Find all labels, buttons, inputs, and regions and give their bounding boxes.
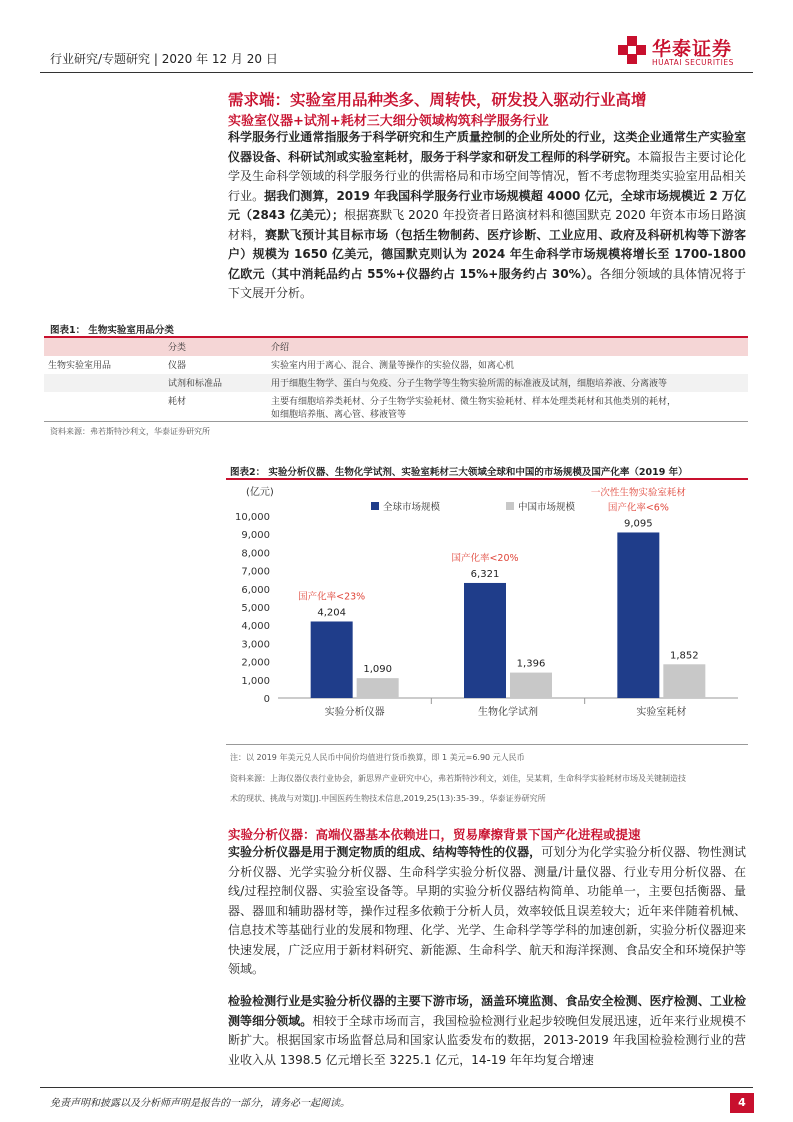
instruments-body: 可划分为化学实验分析仪器、物性测试分析仪器、光学实验分析仪器、生命科学实验分析仪器、测量/计量仪器、行业专用分析仪器、在线/过程控制仪器、实验室设备等。早期的实验分析仪器结构简单、功能单一，主要包括衡器、量器、器皿和辅助器材等，操作过程多依赖于分析人员，效率较低且误差较大；近年来伴随着机械、信息技术等基础行业的发展和物理、化学、光学、生命科学等学科的加速创新，实验分析仪器迎来快速发展，广泛应用于新材料研究、新能源、生命科学、航天和海洋探测、食品安全和环境保护等领域。 <box>228 845 746 976</box>
bar-china <box>510 673 552 698</box>
figure2-source-line1: 资料来源：上海仪器仪表行业协会，新思界产业研究中心，弗若斯特沙利文，刘佳，吴某莉，生命科学实验耗材市场及关键制造技 <box>230 774 686 783</box>
table-row <box>44 374 748 392</box>
legend-swatch <box>371 502 379 510</box>
footer-disclaimer: 免责声明和披露以及分析师声明是报告的一部分，请务必一起阅读。 <box>50 1098 350 1109</box>
table-desc-cell: 实验室内用于离心、混合、测量等操作的实验仪器，如离心机 <box>271 361 515 371</box>
figure2-bottom-rule <box>226 744 748 745</box>
footer-divider <box>40 1087 753 1088</box>
intro-sentence-2: 本篇报告主要讨论化学及生命科学领域的科学服务行业的供需格局和市场空间等情况，暂不考虑物理类实验室用品相关行业。 <box>228 149 746 203</box>
section2-title: 实验分析仪器：高端仪器基本依赖进口，贸易摩擦背景下国产化进程或提速 <box>228 827 641 842</box>
logo-english-name: HUATAI SECURITIES <box>652 58 734 67</box>
x-category-label: 实验分析仪器 <box>324 707 385 718</box>
bar-china <box>663 664 705 698</box>
y-tick-label: 0 <box>263 694 270 705</box>
figure1-source: 资料来源：弗若斯特沙利文，华泰证券研究所 <box>50 427 210 436</box>
figure2-source-line2: 术的现状、挑战与对策[J].中国医药生物技术信息,2019,25(13):35-39.，华泰证券研究所 <box>230 794 546 803</box>
bar-global <box>311 621 353 698</box>
market-size-chart <box>226 480 748 742</box>
table-desc-cell: 用于细胞生物学、蛋白与免疫、分子生物学等生物实验所需的标准液及试剂，细胞培养液、分离液等 <box>271 379 668 389</box>
x-category-label: 生物化学试剂 <box>478 707 538 718</box>
figure1-title: 图表1： 生物实验室用品分类 <box>50 325 174 336</box>
y-tick-label: 8,000 <box>241 548 270 560</box>
testing-lead: 检验检测行业是实验分析仪器的主要下游市场，涵盖环境监测、食品安全检测、医疗检测、工业检测等细分领域。 <box>228 994 746 1028</box>
y-tick-label: 2,000 <box>241 657 270 669</box>
huatai-logo <box>618 34 752 72</box>
y-axis-unit: (亿元) <box>246 487 274 498</box>
report-breadcrumb: 行业研究/专题研究 | 2020 年 12 月 20 日 <box>50 52 278 66</box>
figure1-bottom-rule <box>44 421 748 422</box>
instruments-lead: 实验分析仪器是用于测定物质的组成、结构等特性的仪器， <box>228 845 542 859</box>
y-tick-label: 1,000 <box>241 675 270 687</box>
table-type-cell: 耗材 <box>168 397 187 407</box>
table-desc-line: 主要有细胞培养类耗材、分子生物学实验耗材、微生物实验耗材、样本处理类耗材和其他类别的耗材， <box>271 397 677 407</box>
table-desc-line: 如细胞培养瓶、离心管、移液管等 <box>271 410 407 420</box>
header-divider <box>40 72 753 73</box>
table-row <box>44 392 748 422</box>
table-category-cell: 生物实验室用品 <box>48 361 112 371</box>
bar-value-label: 1,852 <box>670 650 699 662</box>
y-tick-label: 4,000 <box>241 621 270 633</box>
bar-china <box>357 678 399 698</box>
x-category-label: 实验室耗材 <box>636 707 687 718</box>
figure2-note: 注：以 2019 年美元兑人民币中间价均值进行货币换算，即 1 美元=6.90 元人民币 <box>230 753 525 762</box>
table-type-cell: 试剂和标准品 <box>168 379 223 389</box>
bar-value-label: 1,396 <box>516 658 546 670</box>
section-subtitle: 实验室仪器+试剂+耗材三大细分领域构筑科学服务行业 <box>228 114 549 129</box>
classification-table <box>44 338 748 422</box>
bar-global <box>464 583 506 698</box>
share-annotation: 一次性生物实验室耗材 <box>590 487 686 499</box>
testing-body: 相较于全球市场而言，我国检验检测行业起步较晚但发展迅速，近年来行业规模不断扩大。根据国家市场监督总局和国家认监委发布的数据，2013-2019 年我国检验检测行业的营业收入从 1398.5 亿元增长至 3225.1 亿元，14-19 年年均复合增速 <box>228 1013 746 1067</box>
huatai-logo-icon <box>618 36 646 64</box>
share-annotation: 国产化率<6% <box>607 502 669 514</box>
logo-chinese-name: 华泰证券 <box>652 38 733 60</box>
bar-global <box>617 532 659 698</box>
y-tick-label: 3,000 <box>241 639 270 651</box>
table-header-cell: 介绍 <box>271 343 290 353</box>
intro-sentence-5: 赛默飞预计其目标市场（包括生物制药、医疗诊断、工业应用、政府及科研机构等下游客户）规模为 1650 亿美元，德国默克则认为 2024 年生命科学市场规模将增长至 1700-1800 亿欧元（其中消耗品约占 55%+仪器约占 15%+服务约占 30%）。 <box>228 227 746 281</box>
instruments-paragraph <box>228 843 746 980</box>
y-tick-label: 5,000 <box>241 603 270 614</box>
table-header-cell <box>44 338 164 356</box>
table-row <box>44 356 748 374</box>
table-header-cell: 分类 <box>168 343 187 353</box>
y-tick-label: 7,000 <box>241 566 270 578</box>
y-tick-label: 10,000 <box>235 512 270 523</box>
intro-sentence-3: 据我们测算，2019 年我国科学服务行业市场规模超 4000 亿元，全球市场规模近 2 万亿元（2843 亿美元）； <box>228 188 746 222</box>
legend-swatch <box>506 502 514 510</box>
legend-label: 全球市场规模 <box>383 502 441 513</box>
page-number: 4 <box>730 1093 754 1113</box>
bar-value-label: 4,204 <box>317 607 346 619</box>
table-header-row <box>44 338 748 356</box>
legend-label: 中国市场规模 <box>518 502 576 513</box>
section-title: 需求端：实验室用品种类多、周转快，研发投入驱动行业高增 <box>228 91 647 109</box>
intro-sentence-4: 根据赛默飞 2020 年投资者日路演材料和德国默克 2020 年资本市场日路演材料， <box>228 208 747 242</box>
testing-paragraph <box>228 992 746 1070</box>
bar-value-label: 9,095 <box>624 518 653 530</box>
table-type-cell: 仪器 <box>168 361 187 371</box>
share-annotation: 国产化率<20% <box>451 552 519 564</box>
share-annotation: 国产化率<23% <box>298 591 366 603</box>
intro-sentence-1: 科学服务行业通常指服务于科学研究和生产质量控制的企业所处的行业，这类企业通常生产实验室仪器设备、科研试剂或实验室耗材，服务于科学家和研发工程师的科学研究。 <box>228 130 746 164</box>
y-tick-label: 9,000 <box>241 530 270 542</box>
intro-sentence-6: 各细分领域的具体情况将于下文展开分析。 <box>228 266 746 300</box>
intro-paragraph <box>228 128 746 304</box>
bar-value-label: 1,090 <box>363 664 392 676</box>
y-tick-label: 6,000 <box>241 584 270 596</box>
figure2-title: 图表2： 实验分析仪器、生物化学试剂、实验室耗材三大领域全球和中国的市场规模及国产化率（2019 年） <box>230 467 688 478</box>
bar-value-label: 6,321 <box>470 568 500 580</box>
table-desc-cell <box>267 392 748 422</box>
